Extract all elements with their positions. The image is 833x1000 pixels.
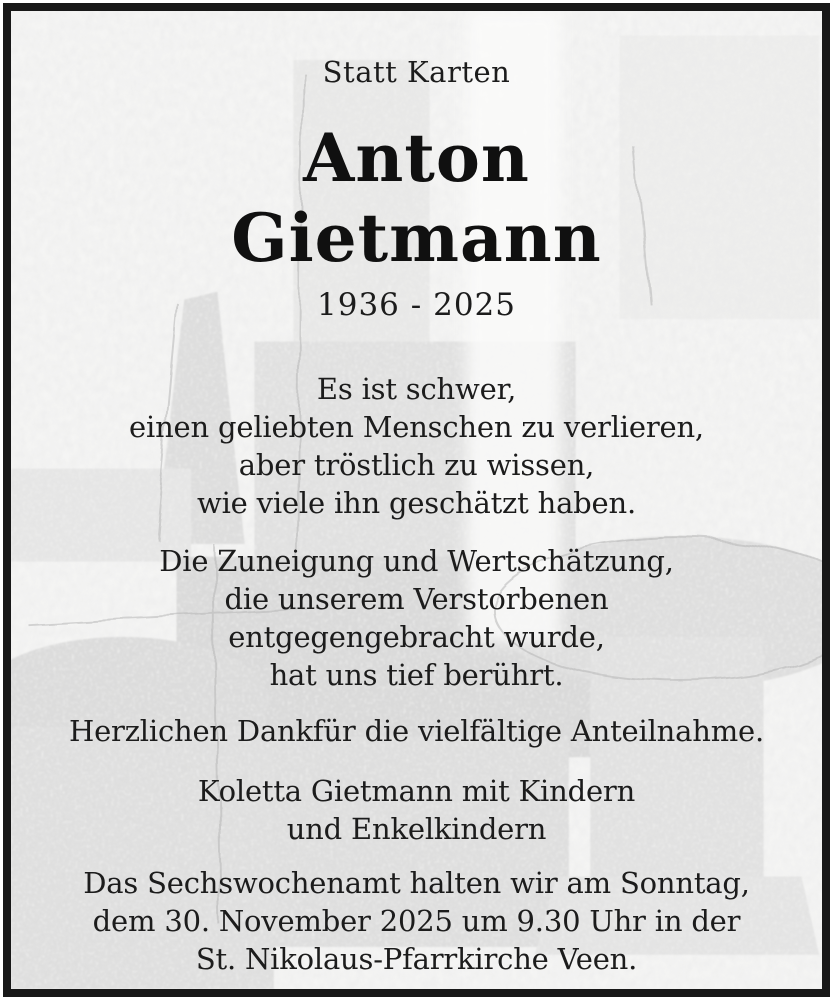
verse-line: entgegengebracht wurde,: [228, 620, 605, 654]
life-years: 1936 - 2025: [317, 287, 516, 323]
verse-line: wie viele ihn geschätzt haben.: [196, 486, 636, 520]
service-line: St. Nikolaus-Pfarrkirche Veen.: [195, 942, 638, 976]
family-signature: [11, 772, 822, 848]
obituary-content: [11, 54, 822, 997]
verse-line: Es ist schwer,: [316, 372, 517, 406]
deceased-last-name: Gietmann: [231, 199, 602, 277]
thanks-line: Herzlichen Dankfür die vielfältige Anteilnahme.: [69, 714, 764, 748]
verse-line: Die Zuneigung und Wertschätzung,: [159, 544, 674, 578]
verse-line: einen geliebten Menschen zu verlieren,: [129, 410, 704, 444]
preface-text: Statt Karten: [322, 55, 511, 89]
verse-line: die unserem Verstorbenen: [224, 582, 609, 616]
family-line: und Enkelkindern: [286, 812, 547, 846]
verse-line: aber tröstlich zu wissen,: [238, 448, 595, 482]
condolence-verse-2: [11, 542, 822, 694]
family-line: Koletta Gietmann mit Kindern: [197, 774, 636, 808]
service-line: Das Sechswochenamt halten wir am Sonntag,: [83, 866, 750, 900]
service-line: dem 30. November 2025 um 9.30 Uhr in der: [92, 904, 741, 938]
deceased-first-name: Anton: [303, 119, 530, 197]
deceased-name: [11, 118, 822, 278]
memorial-service-info: [11, 864, 822, 978]
obituary-frame: [3, 3, 830, 997]
verse-line: hat uns tief berührt.: [269, 658, 564, 692]
condolence-verse-1: [11, 370, 822, 522]
